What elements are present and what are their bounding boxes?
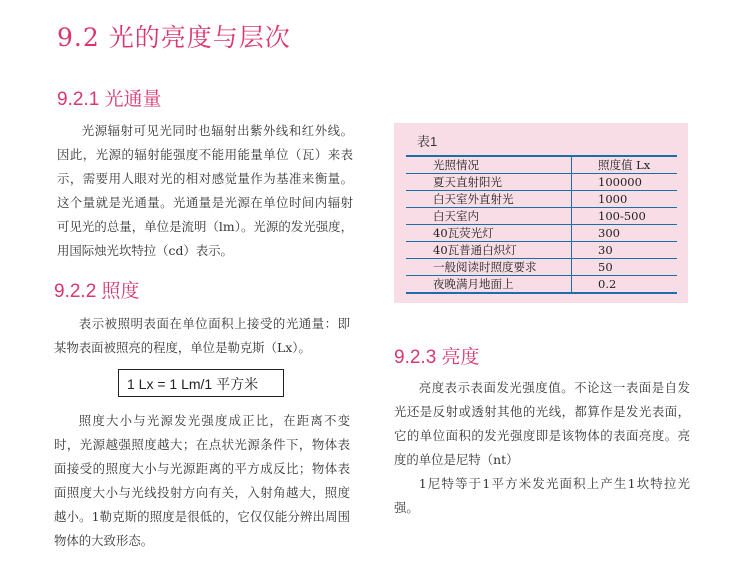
table-cell-lux: 100000: [572, 174, 678, 191]
table-cell-condition: 夏天直射阳光: [406, 174, 572, 191]
table-caption: 表1: [417, 134, 438, 149]
table-row: [406, 276, 677, 294]
table-row: [406, 174, 677, 191]
illuminance-intro: [54, 312, 350, 360]
table-header-row: [406, 156, 677, 174]
paragraph: 照度大小与光源发光强度成正比，在距离不变时，光源越强照度越大；在点状光源条件下，物体表面接受的照度大小与光源距离的平方成反比；物体表面照度大小与光线投射方向有关，入射角越大，照度越小。1勒克斯的照度是很低的，它仅仅能分辨出周围物体的大致形态。: [54, 413, 350, 548]
section-title-illuminance: 9.2.2 照度: [54, 281, 140, 302]
table-cell-condition: 40瓦普通白炽灯: [406, 242, 572, 259]
paragraph: 光源辐射可见光同时也辐射出紫外线和红外线。因此，光源的辐射能强度不能用能量单位（瓦）来表示，需要用人眼对光的相对感觉量作为基准来衡量。这个量就是光通量。光通量是光源在单位时间内辐射可见光的总量，单位是流明（lm）。光源的发光强度，用国际烛光坎特拉（cd）表示。: [57, 123, 353, 258]
illuminance-formula: 1 Lx = 1 Lm/1 平方米: [118, 369, 284, 397]
table-cell-lux: 300: [572, 225, 678, 242]
section-title-luminous-flux: 9.2.1 光通量: [57, 89, 162, 110]
column-header-condition: 光照情况: [406, 156, 572, 174]
table-cell-lux: 30: [572, 242, 678, 259]
column-header-lux: 照度值 Lx: [572, 156, 678, 174]
table-cell-condition: 白天室内: [406, 208, 572, 225]
table-cell-lux: 100-500: [572, 208, 678, 225]
illuminance-table: [406, 155, 677, 294]
table-row: [406, 242, 677, 259]
paragraph: 表示被照明表面在单位面积上接受的光通量：即某物表面被照亮的程度，单位是勒克斯（Lx）。: [54, 316, 350, 355]
table-cell-lux: 50: [572, 259, 678, 276]
chapter-title: 9.2 光的亮度与层次: [57, 23, 291, 52]
paragraph: 亮度表示表面发光强度值。不论这一表面是自发光还是反射或透射其他的光线，都算作是发光表面，它的单位面积的发光强度即是该物体的表面亮度。亮度的单位是尼特（nt）: [394, 380, 690, 467]
luminous-flux-text: [57, 119, 353, 263]
paragraph: 1尼特等于1平方米发光面积上产生1坎特拉光强。: [394, 476, 690, 515]
table-cell-condition: 一般阅读时照度要求: [406, 259, 572, 276]
table-row: [406, 225, 677, 242]
table-row: [406, 259, 677, 276]
table-cell-condition: 40瓦荧光灯: [406, 225, 572, 242]
table-row: [406, 208, 677, 225]
illuminance-body: [54, 409, 350, 553]
table-row: [406, 191, 677, 208]
table-cell-lux: 1000: [572, 191, 678, 208]
table-cell-condition: 夜晚满月地面上: [406, 276, 572, 294]
section-title-luminance: 9.2.3 亮度: [394, 347, 480, 368]
illuminance-table-panel: [394, 123, 688, 303]
luminance-text: [394, 376, 690, 520]
table-cell-lux: 0.2: [572, 276, 678, 294]
table-cell-condition: 白天室外直射光: [406, 191, 572, 208]
